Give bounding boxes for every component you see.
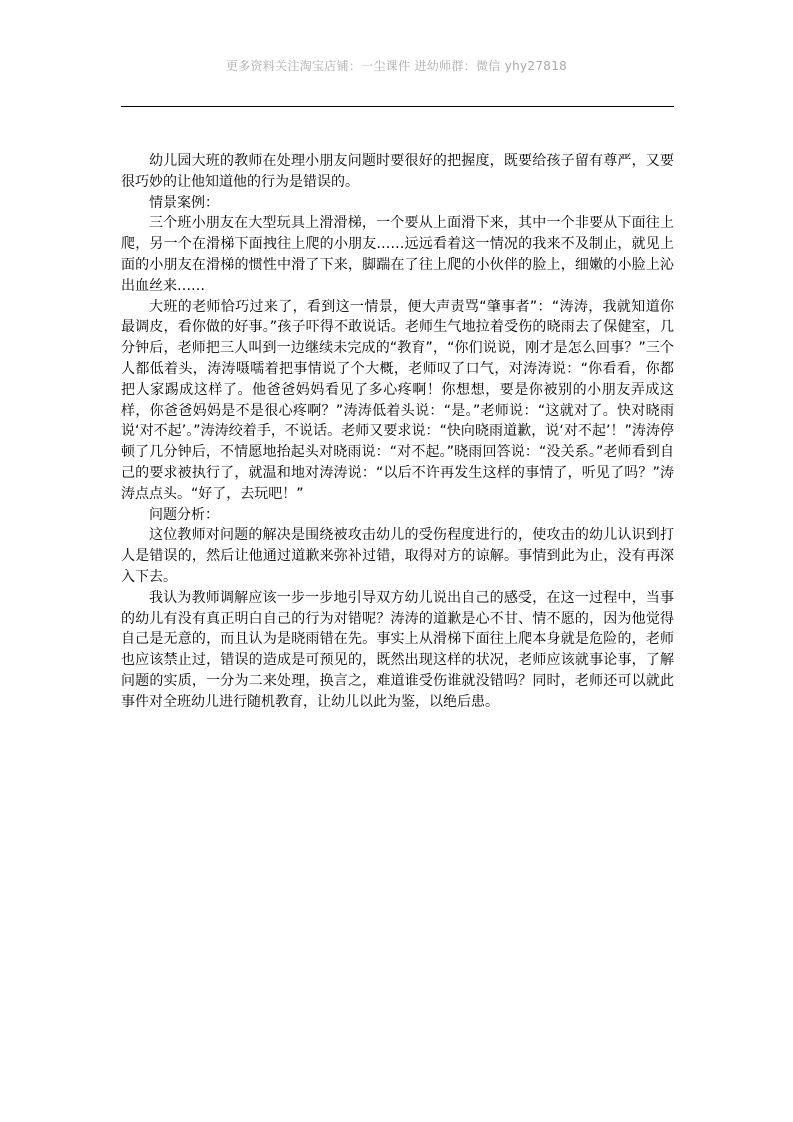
analysis-paragraph-2: 我认为教师调解应该一步一步地引导双方幼儿说出自己的感受，在这一过程中，当事的幼儿有没有真正明白自己的行为对错呢？涛涛的道歉是心不甘、情不愿的，因为他觉得自己是无意的，而且认为是晓雨错在先。事实上从滑梯下面往上爬本身就是危险的，老师也应该禁止过，错误的造成是可预见的，既然出现这样的状况，老师应该就事论事，了解问题的实质，一分为二来处理，换言之，难道谁受伤谁就没错吗？同时，老师还可以就此事件对全班幼儿进行随机教育，让幼儿以此为鉴，以绝后患。	[121, 589, 674, 710]
article-body	[121, 151, 674, 713]
case-paragraph-2: 大班的老师恰巧过来了，看到这一情景，便大声责骂“肇事者”：“涛涛，我就知道你最调皮，看你做的好事。”孩子吓得不敢说话。老师生气地拉着受伤的晓雨去了保健室，几分钟后，老师把三人叫到一边继续未完成的“教育”，“你们说说，刚才是怎么回事？”三个人都低着头，涛涛嗫嚅着把事情说了个大概，老师叹了口气，对涛涛说：“你看看，你都把人家踢成这样了。他爸爸妈妈看见了多心疼啊！你想想，要是你被别的小朋友弄成这样，你爸爸妈妈是不是很心疼啊？”涛涛低着头说：“是。”老师说：“这就对了。快对晓雨说‘对不起’。”涛涛绞着手，不说话。老师又要求说：“快向晓雨道歉，说‘对不起’！”涛涛停顿了几分钟后，不情愿地抬起头对晓雨说：“对不起。”晓雨回答说：“没关系。”老师看到自己的要求被执行了，就温和地对涛涛说：“以后不许再发生这样的事情了，听见了吗？”涛涛点点头。“好了，去玩吧！”	[121, 298, 674, 502]
case-heading: 情景案例：	[149, 194, 219, 211]
analysis-heading: 问题分析：	[149, 506, 219, 523]
header-divider	[121, 106, 674, 107]
intro-paragraph: 幼儿园大班的教师在处理小朋友问题时要很好的把握度，既要给孩子留有尊严，又要很巧妙的让他知道他的行为是错误的。	[121, 153, 674, 190]
analysis-paragraph-1: 这位教师对问题的解决是围绕被攻击幼儿的受伤程度进行的，使攻击的幼儿认识到打人是错误的，然后让他通过道歉来弥补过错，取得对方的谅解。事情到此为止，没有再深入下去。	[121, 527, 674, 585]
case-paragraph-1: 三个班小朋友在大型玩具上滑滑梯，一个要从上面滑下来，其中一个非要从下面往上爬，另一个在滑梯下面拽往上爬的小朋友……远远看着这一情况的我来不及制止，就见上面的小朋友在滑梯的惯性中滑了下来，脚踹在了往上爬的小伙伴的脸上，细嫩的小脸上沁出血丝来……	[121, 215, 674, 294]
page-header: 更多资料关注淘宝店铺：一尘课件 进幼师群：微信 yhy27818	[225, 59, 568, 73]
